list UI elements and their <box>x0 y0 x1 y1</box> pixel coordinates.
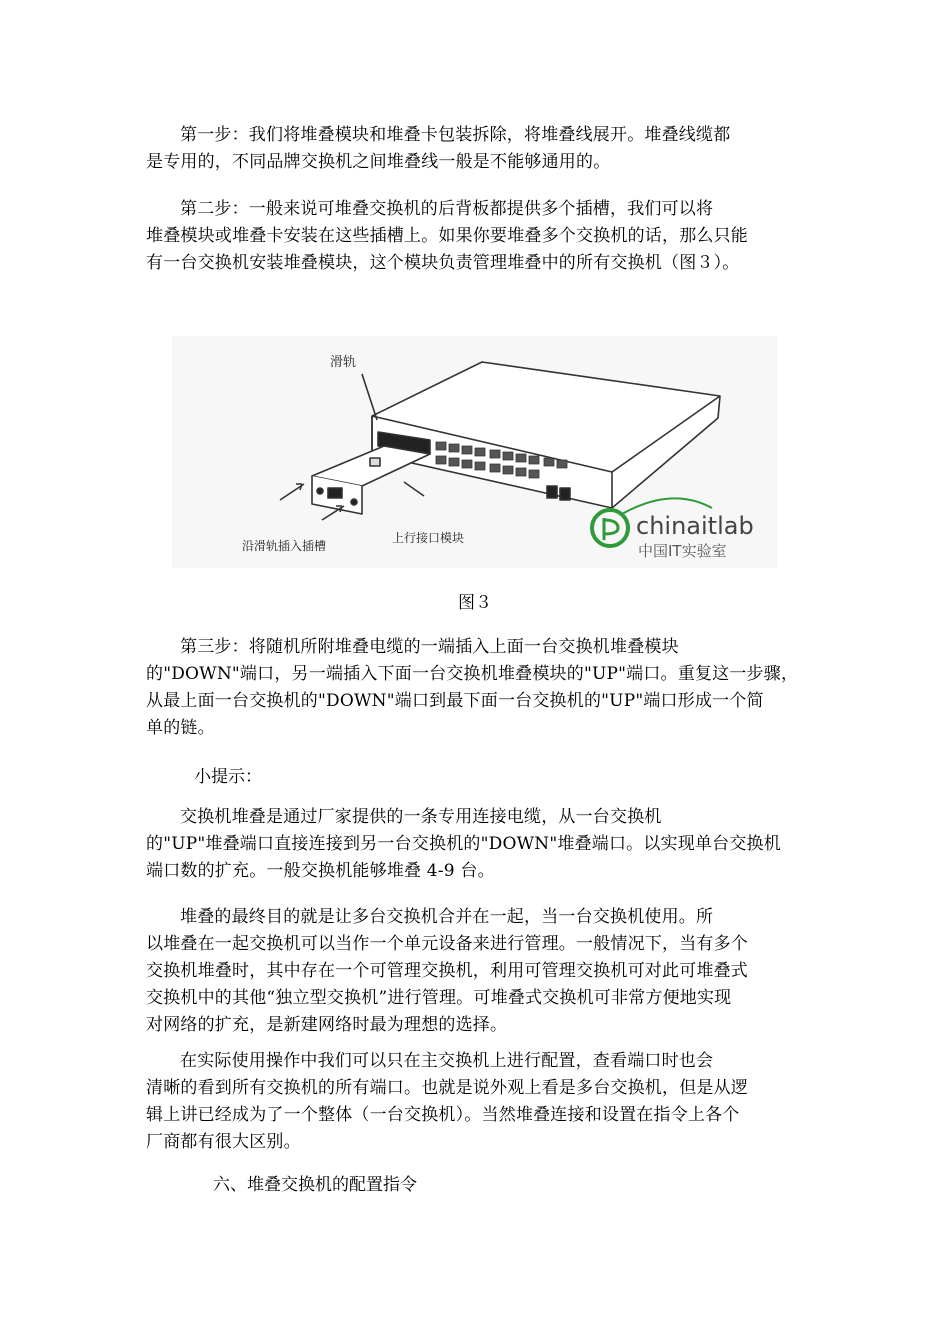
label-insert: 沿滑轨插入插槽 <box>242 539 327 553</box>
paragraph-stacking-config: 在实际使用操作中我们可以只在主交换机上进行配置，查看端口时也会 清晰的看到所有交换机的所有端口。也就是说外观上看是多台交换机，但是从逻 辑上讲已经成为了一个整体（一台交换机）。当然堆叠连接和设置在指令上各个 厂商都有很大区别。 <box>146 1051 748 1152</box>
paragraph-step1: 第一步：我们将堆叠模块和堆叠卡包装拆除，将堆叠线展开。堆叠线缆都 是专用的，不同品牌交换机之间堆叠线一般是不能够通用的。 <box>146 125 731 172</box>
paragraph-stacking-definition: 交换机堆叠是通过厂家提供的一条专用连接电缆，从一台交换机 的"UP"堆叠端口直接连接到另一台交换机的"DOWN"堆叠端口。以实现单台交换机 端口数的扩充。一般交换机能够堆叠 4-9 台。 <box>146 807 781 881</box>
paragraph-step2: 第二步：一般来说可堆叠交换机的后背板都提供多个插槽，我们可以将 堆叠模块或堆叠卡安装在这些插槽上。如果你要堆叠多个交换机的话，那么只能 有一台交换机安装堆叠模块，这个模块负责管理堆叠中的所有交换机（图３）。 <box>146 199 748 273</box>
figure-caption: 图３ <box>458 593 492 613</box>
svg-text:chinaitlab: chinaitlab <box>636 512 754 540</box>
paragraph-step3: 第三步：将随机所附堆叠电缆的一端插入上面一台交换机堆叠模块 的"DOWN"端口，另一端插入下面一台交换机堆叠模块的"UP"端口。重复这一步骤， 从最上面一台交换机的"DOWN"端口到最下面一台交换机的"UP"端口形成一个简 单的链。 <box>146 637 799 738</box>
tip-label: 小提示： <box>194 767 262 787</box>
switch-illustration <box>172 336 778 568</box>
label-rail: 滑轨 <box>330 355 357 370</box>
paragraph-stacking-goal: 堆叠的最终目的就是让多台交换机合并在一起，当一台交换机使用。所 以堆叠在一起交换机可以当作一个单元设备来进行管理。一般情况下，当有多个 交换机堆叠时，其中存在一个可管理交换机，利用可管理交换机可对此可堆叠式 交换机中的其他“独立型交换机”进行管理。可堆叠式交换机可非常方便地实现 对网络的扩充，是新建网络时最为理想的选择。 <box>146 907 748 1035</box>
svg-text:中国IT实验室: 中国IT实验室 <box>638 542 727 560</box>
label-uplink: 上行接口模块 <box>392 531 465 545</box>
figure-switch-module <box>172 336 778 568</box>
section-heading: 六、堆叠交换机的配置指令 <box>213 1175 417 1195</box>
